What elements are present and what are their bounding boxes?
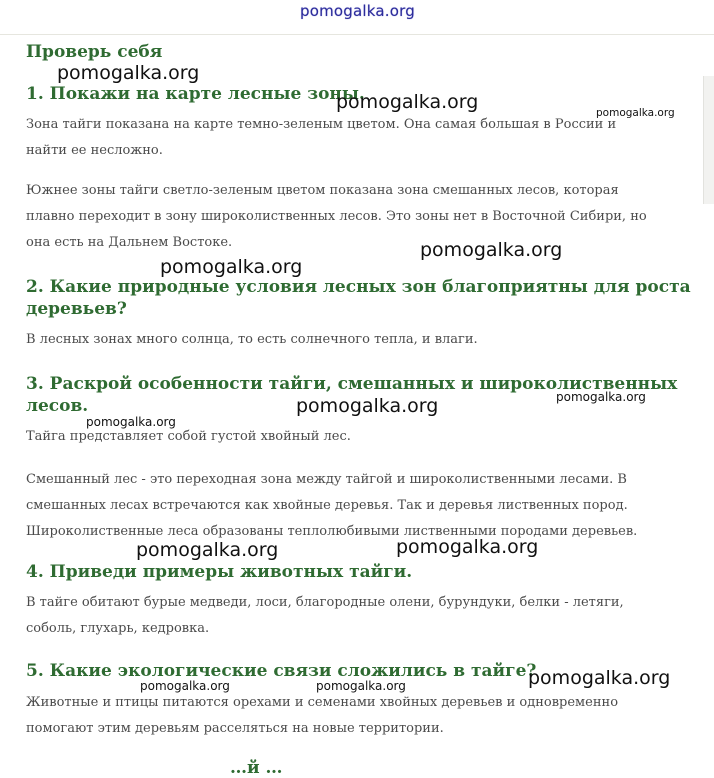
answer-3-line: Широколиственные леса образованы теплолюбивыми лиственными породами деревьев. xyxy=(26,524,638,539)
question-2-heading: 2. Какие природные условия лесных зон благоприятны для роста xyxy=(26,277,691,297)
question-5-heading: 5. Какие экологические связи сложились в тайге? xyxy=(26,661,537,681)
answer-4-line: соболь, глухарь, кедровка. xyxy=(26,621,210,636)
question-4-heading: 4. Приведи примеры животных тайги. xyxy=(26,562,413,582)
question-3-heading: 3. Раскрой особенности тайги, смешанных и широколиственных xyxy=(26,374,678,394)
watermark: pomogalka.org xyxy=(86,415,176,429)
answer-2-line: В лесных зонах много солнца, то есть солнечного тепла, и влаги. xyxy=(26,332,478,347)
watermark: pomogalka.org xyxy=(556,390,646,404)
answer-1-line: она есть на Дальнем Востоке. xyxy=(26,235,233,250)
watermark: pomogalka.org xyxy=(336,91,479,113)
answer-1-line: плавно переходит в зону широколиственных лесов. Это зоны нет в Восточной Сибири, но xyxy=(26,209,647,224)
watermark: pomogalka.org xyxy=(396,536,539,558)
watermark: pomogalka.org xyxy=(296,395,439,417)
answer-3-line: Смешанный лес - это переходная зона между тайгой и широколиственными лесами. В xyxy=(26,472,627,487)
watermark: pomogalka.org xyxy=(528,667,671,689)
answer-1-line: Южнее зоны тайги светло-зеленым цветом показана зона смешанных лесов, которая xyxy=(26,183,619,198)
answer-1-line: найти ее несложно. xyxy=(26,143,163,158)
page-title: Проверь себя xyxy=(26,42,163,62)
watermark: pomogalka.org xyxy=(57,62,200,84)
watermark: pomogalka.org xyxy=(316,679,406,693)
watermark: pomogalka.org xyxy=(136,539,279,561)
question-2-heading-cont: деревьев? xyxy=(26,299,127,319)
question-3-heading-cont: лесов. xyxy=(26,396,89,416)
watermark: pomogalka.org xyxy=(596,107,675,119)
sidebar-edge xyxy=(703,76,714,204)
answer-5-line: помогают этим деревьям расселяться на новые территории. xyxy=(26,721,444,736)
answer-3-line: смешанных лесах встречаются как хвойные деревья. Так и деревья лиственных пород. xyxy=(26,498,628,513)
question-1-heading: 1. Покажи на карте лесные зоны. xyxy=(26,84,365,104)
watermark: pomogalka.org xyxy=(140,679,230,693)
answer-5-line: Животные и птицы питаются орехами и семенами хвойных деревьев и одновременно xyxy=(26,695,619,710)
answer-1-line: Зона тайги показана на карте темно-зеленым цветом. Она самая большая в России и xyxy=(26,117,617,132)
answer-3-line: Тайга представляет собой густой хвойный лес. xyxy=(26,429,351,444)
next-question-heading-fragment: …й … xyxy=(230,758,283,778)
watermark: pomogalka.org xyxy=(420,239,563,261)
watermark: pomogalka.org xyxy=(160,256,303,278)
site-header xyxy=(0,0,714,35)
site-logo[interactable]: pomogalka.org xyxy=(300,2,415,20)
answer-4-line: В тайге обитают бурые медведи, лоси, благородные олени, бурундуки, белки - летяги, xyxy=(26,595,624,610)
